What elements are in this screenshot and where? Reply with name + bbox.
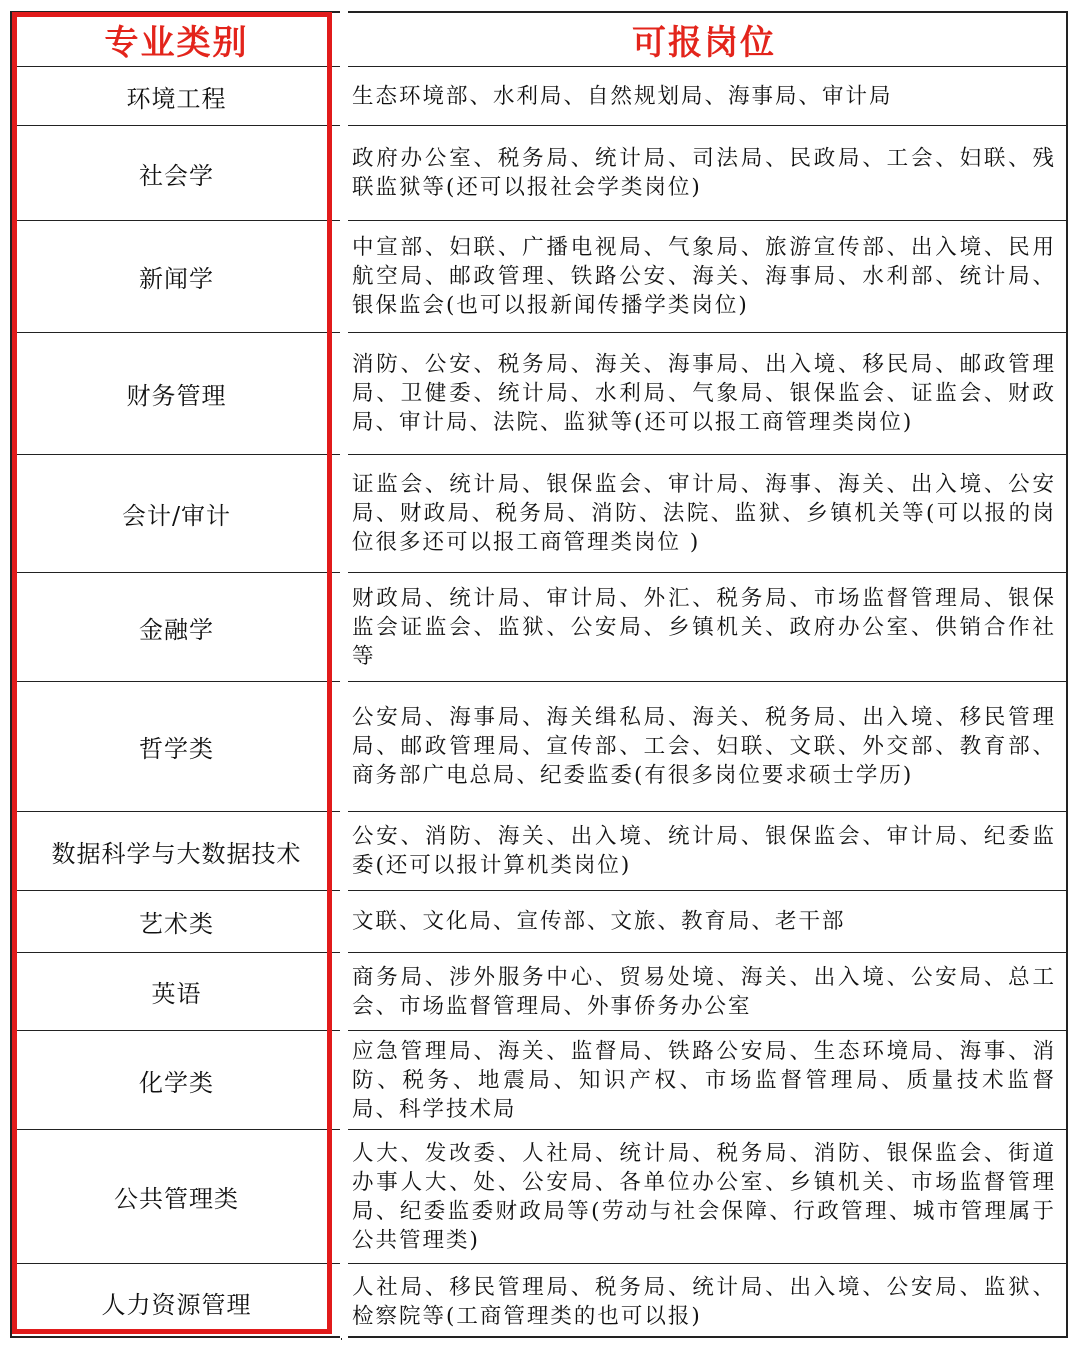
positions-text: 公安局、海事局、海关缉私局、海关、税务局、出入境、移民管理局、邮政管理局、宣传部、工会、妇联、文联、外交部、教育部、商务部广电总局、纪委监委(有很多岗位要求硕士学历) [352, 705, 1056, 788]
positions-cell [342, 953, 1066, 1031]
positions-cell [342, 67, 1066, 126]
positions-text: 消防、公安、税务局、海关、海事局、出入境、移民局、邮政管理局、卫健委、统计局、水利局、气象局、银保监会、证监会、财政局、审计局、法院、监狱等(还可以报工商管理类岗位) [352, 352, 1056, 435]
positions-cell [342, 812, 1066, 891]
job-category-table [10, 11, 1068, 1338]
category-cell: 艺术类 [12, 891, 342, 953]
category-cell: 金融学 [12, 573, 342, 682]
category-cell: 化学类 [12, 1031, 342, 1130]
positions-text: 文联、文化局、宣传部、文旅、教育局、老干部 [352, 909, 846, 934]
positions-text: 证监会、统计局、银保监会、审计局、海事、海关、出入境、公安局、财政局、税务局、消防、法院、监狱、乡镇机关等(可以报的岗位很多还可以报工商管理类岗位 ) [352, 472, 1056, 555]
positions-text: 政府办公室、税务局、统计局、司法局、民政局、工会、妇联、残联监狱等(还可以报社会学类岗位) [352, 146, 1056, 200]
category-cell: 哲学类 [12, 682, 342, 812]
category-cell: 数据科学与大数据技术 [12, 812, 342, 891]
positions-cell [342, 1264, 1066, 1340]
positions-cell [342, 682, 1066, 812]
category-cell: 英语 [12, 953, 342, 1031]
positions-text: 中宣部、妇联、广播电视局、气象局、旅游宣传部、出入境、民用航空局、邮政管理、铁路公安、海关、海事局、水利部、统计局、银保监会(也可以报新闻传播学类岗位) [352, 235, 1056, 318]
category-cell: 新闻学 [12, 221, 342, 333]
category-cell: 财务管理 [12, 333, 342, 455]
positions-text: 人大、发改委、人社局、统计局、税务局、消防、银保监会、街道办事人大、处、公安局、各单位办公室、乡镇机关、市场监督管理局、纪委监委财政局等(劳动与社会保障、行政管理、城市管理属于公共管理类) [352, 1140, 1056, 1253]
category-cell: 环境工程 [12, 67, 342, 126]
header-positions: 可报岗位 [342, 13, 1066, 67]
table-grid [10, 11, 1068, 1338]
header-category: 专业类别 [12, 13, 342, 67]
positions-text: 生态环境部、水利局、自然规划局、海事局、审计局 [352, 83, 893, 109]
column-gap [340, 11, 348, 1338]
positions-text: 商务局、涉外服务中心、贸易处境、海关、出入境、公安局、总工会、市场监督管理局、外事侨务办公室 [352, 964, 1056, 1019]
category-cell: 人力资源管理 [12, 1264, 342, 1340]
positions-cell [342, 1130, 1066, 1264]
category-cell: 会计/审计 [12, 455, 342, 573]
positions-text: 财政局、统计局、审计局、外汇、税务局、市场监督管理局、银保监会证监会、监狱、公安局、乡镇机关、政府办公室、供销合作社等 [352, 585, 1056, 669]
positions-cell [342, 891, 1066, 953]
positions-cell [342, 126, 1066, 221]
positions-text: 应急管理局、海关、监督局、铁路公安局、生态环境局、海事、消防、税务、地震局、知识产权、市场监督管理局、质量技术监督局、科学技术局 [352, 1038, 1056, 1122]
positions-cell [342, 1031, 1066, 1130]
positions-cell [342, 573, 1066, 682]
positions-text: 人社局、移民管理局、税务局、统计局、出入境、公安局、监狱、检察院等(工商管理类的也可以报) [352, 1275, 1056, 1329]
positions-text: 公安、消防、海关、出入境、统计局、银保监会、审计局、纪委监委(还可以报计算机类岗位) [352, 824, 1056, 878]
positions-cell [342, 221, 1066, 333]
category-cell: 公共管理类 [12, 1130, 342, 1264]
positions-cell [342, 333, 1066, 455]
positions-cell [342, 455, 1066, 573]
category-cell: 社会学 [12, 126, 342, 221]
